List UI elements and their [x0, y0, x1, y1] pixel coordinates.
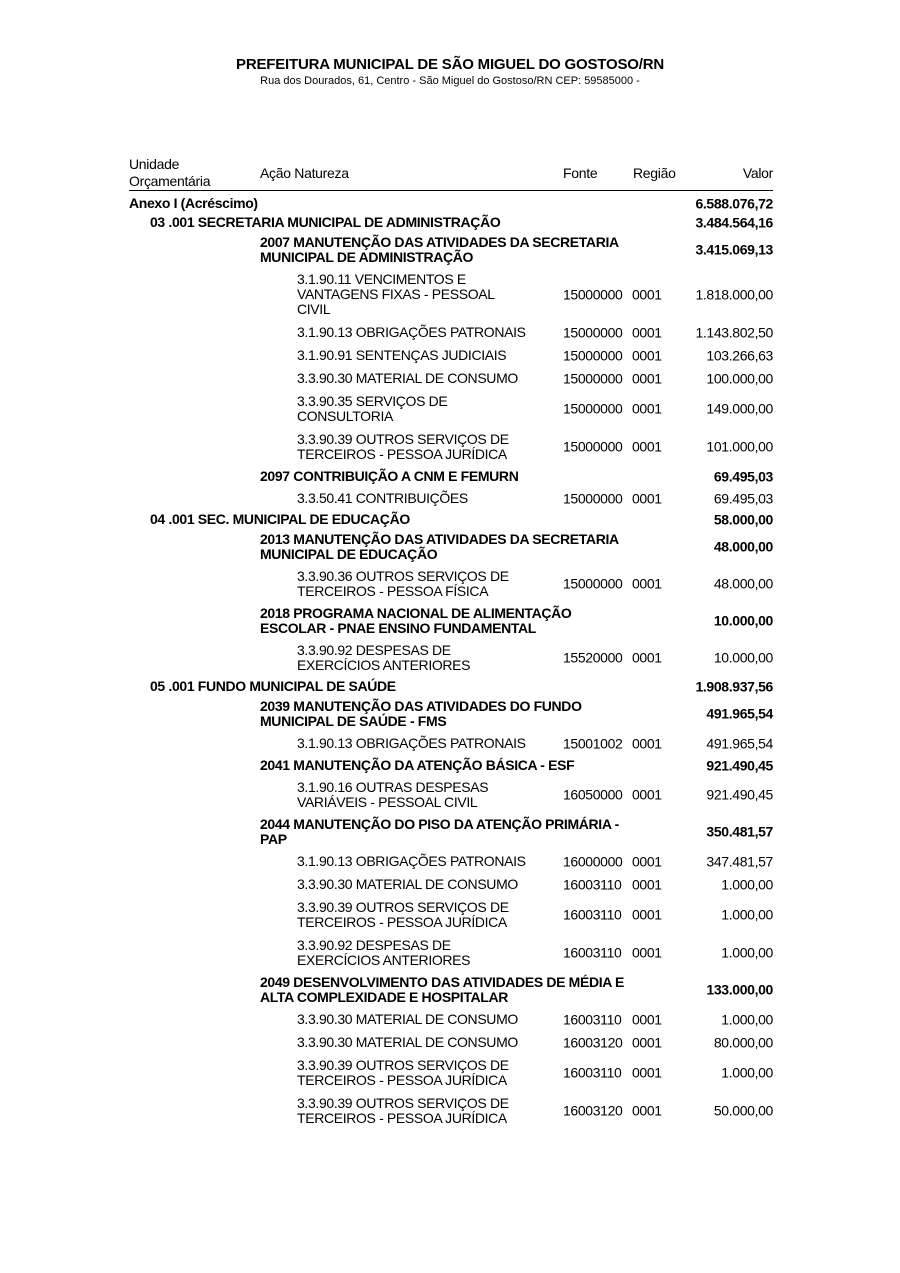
description-line: 3.1.90.11 VENCIMENTOS E — [297, 271, 466, 287]
description-line: 3.1.90.13 OBRIGAÇÕES PATRONAIS — [297, 735, 526, 751]
action-row — [129, 696, 773, 732]
row-regiao: 0001 — [632, 853, 662, 869]
row-regiao: 0001 — [632, 735, 662, 751]
col-fonte: Fonte — [563, 165, 598, 181]
row-valor: 58.000,00 — [713, 511, 773, 527]
description-line: 3.3.90.92 DESPESAS DE — [297, 937, 451, 953]
description-line: TERCEIROS - PESSOA JURÍDICA — [297, 914, 507, 930]
action-row — [129, 972, 773, 1008]
col-unidade-line2: Orçamentária — [129, 173, 211, 189]
description-line: 3.3.90.39 OUTROS SERVIÇOS DE — [297, 1057, 509, 1073]
row-valor: 48.000,00 — [713, 538, 773, 555]
row-description — [297, 1012, 518, 1027]
description-line: 3.1.90.16 OUTRAS DESPESAS — [297, 779, 489, 795]
row-description — [150, 679, 396, 694]
description-line: ESCOLAR - PNAE ENSINO FUNDAMENTAL — [260, 620, 536, 636]
col-unidade-line1: Unidade — [129, 156, 180, 172]
nature-row — [129, 776, 773, 814]
unit-row — [129, 510, 773, 529]
row-regiao: 0001 — [632, 1034, 662, 1050]
description-line: CIVIL — [297, 301, 331, 317]
row-regiao: 0001 — [632, 324, 662, 340]
row-description — [297, 325, 526, 340]
row-fonte: 15000000 — [563, 286, 623, 302]
row-fonte: 15000000 — [563, 490, 623, 506]
row-regiao: 0001 — [632, 490, 662, 506]
row-fonte: 15000000 — [563, 324, 623, 340]
description-line: 2018 PROGRAMA NACIONAL DE ALIMENTAÇÃO — [260, 605, 572, 621]
description-line: 3.3.90.39 OUTROS SERVIÇOS DE — [297, 431, 509, 447]
nature-row — [129, 321, 773, 344]
row-valor: 3.415.069,13 — [695, 241, 773, 258]
row-fonte: 16003110 — [563, 906, 622, 923]
description-line: EXERCÍCIOS ANTERIORES — [297, 952, 471, 968]
nature-row — [129, 639, 773, 677]
row-description — [297, 1035, 518, 1050]
description-line: 3.3.90.36 OUTROS SERVIÇOS DE — [297, 568, 509, 584]
row-regiao: 0001 — [632, 1064, 662, 1081]
description-line: TERCEIROS - PESSOA JURÍDICA — [297, 1110, 507, 1126]
row-fonte: 15000000 — [563, 575, 623, 592]
row-valor: 101.000,00 — [706, 438, 773, 455]
row-valor: 50.000,00 — [713, 1102, 773, 1119]
description-line: 3.3.90.30 MATERIAL DE CONSUMO — [297, 370, 518, 386]
row-valor: 103.266,63 — [706, 347, 773, 363]
row-description — [150, 215, 500, 230]
row-fonte: 16003110 — [563, 876, 622, 892]
row-description — [297, 780, 488, 810]
description-line: 3.3.90.39 OUTROS SERVIÇOS DE — [297, 899, 509, 915]
row-valor: 149.000,00 — [706, 400, 773, 417]
row-valor: 491.965,54 — [706, 735, 773, 751]
row-valor: 921.490,45 — [706, 786, 773, 803]
nature-row — [129, 344, 773, 367]
description-line: 2049 DESENVOLVIMENTO DAS ATIVIDADES DE MÉDIA E — [260, 974, 625, 990]
row-description — [297, 1058, 509, 1088]
row-valor: 1.908.937,56 — [695, 678, 773, 694]
row-valor: 10.000,00 — [713, 612, 773, 629]
row-regiao: 0001 — [632, 347, 662, 363]
nature-row — [129, 850, 773, 873]
unit-row — [129, 677, 773, 696]
row-valor: 921.490,45 — [706, 757, 773, 773]
row-description — [260, 606, 571, 636]
table-header — [129, 156, 773, 191]
document-title: PREFEITURA MUNICIPAL DE SÃO MIGUEL DO GOSTOSO/RN — [236, 56, 664, 73]
row-description — [297, 877, 518, 892]
nature-row — [129, 1008, 773, 1031]
row-regiao: 0001 — [632, 575, 662, 592]
row-description — [260, 975, 624, 1005]
action-row — [129, 232, 773, 268]
description-line: 05 .001 FUNDO MUNICIPAL DE SAÚDE — [150, 678, 396, 694]
row-fonte: 15001002 — [563, 735, 623, 751]
description-line: MUNICIPAL DE EDUCAÇÃO — [260, 546, 438, 562]
description-line: 2039 MANUTENÇÃO DAS ATIVIDADES DO FUNDO — [260, 698, 582, 714]
nature-row — [129, 732, 773, 755]
row-regiao: 0001 — [632, 1011, 662, 1027]
row-valor: 69.495,03 — [713, 490, 773, 506]
description-line: TERCEIROS - PESSOA JURÍDICA — [297, 446, 507, 462]
row-valor: 1.000,00 — [721, 906, 773, 923]
description-line: 3.1.90.13 OBRIGAÇÕES PATRONAIS — [297, 324, 526, 340]
description-line: EXERCÍCIOS ANTERIORES — [297, 657, 471, 673]
col-regiao: Região — [633, 165, 676, 181]
row-valor: 1.000,00 — [721, 944, 773, 961]
nature-row — [129, 367, 773, 390]
row-valor: 133.000,00 — [706, 981, 773, 998]
action-row — [129, 466, 773, 487]
action-row — [129, 603, 773, 639]
nature-row — [129, 390, 773, 428]
nature-row — [129, 873, 773, 896]
row-valor: 1.000,00 — [721, 1064, 773, 1081]
row-description — [297, 569, 509, 599]
action-row — [129, 814, 773, 850]
nature-row — [129, 1092, 773, 1130]
description-line: 2013 MANUTENÇÃO DAS ATIVIDADES DA SECRETARIA — [260, 531, 619, 547]
row-fonte: 16000000 — [563, 853, 623, 869]
row-description — [260, 469, 518, 484]
row-description — [260, 532, 619, 562]
row-description — [297, 371, 518, 386]
annex-row — [129, 194, 773, 213]
row-regiao: 0001 — [632, 400, 662, 417]
row-fonte: 16003110 — [563, 1064, 622, 1081]
description-line: VARIÁVEIS - PESSOAL CIVIL — [297, 794, 478, 810]
row-fonte: 15520000 — [563, 649, 623, 666]
col-acao-natureza: Ação Natureza — [260, 165, 349, 181]
budget-table — [129, 194, 773, 1130]
row-valor: 69.495,03 — [713, 468, 773, 484]
row-valor: 6.588.076,72 — [695, 195, 773, 211]
description-line: TERCEIROS - PESSOA JURÍDICA — [297, 1072, 507, 1088]
row-fonte: 15000000 — [563, 347, 623, 363]
row-regiao: 0001 — [632, 876, 662, 892]
description-line: TERCEIROS - PESSOA FÍSICA — [297, 583, 489, 599]
description-line: 3.3.90.39 OUTROS SERVIÇOS DE — [297, 1095, 509, 1111]
action-row — [129, 755, 773, 776]
row-description — [260, 699, 582, 729]
description-line: MUNICIPAL DE ADMINISTRAÇÃO — [260, 249, 474, 265]
row-fonte: 16003110 — [563, 944, 622, 961]
row-description — [297, 272, 495, 317]
description-line: 3.3.90.30 MATERIAL DE CONSUMO — [297, 876, 518, 892]
description-line: 3.3.90.92 DESPESAS DE — [297, 642, 451, 658]
row-fonte: 15000000 — [563, 370, 623, 386]
description-line: 2097 CONTRIBUIÇÃO A CNM E FEMURN — [260, 468, 519, 484]
unit-row — [129, 213, 773, 232]
row-valor: 491.965,54 — [706, 705, 773, 722]
description-line: ALTA COMPLEXIDADE E HOSPITALAR — [260, 989, 508, 1005]
row-regiao: 0001 — [632, 370, 662, 386]
document-address: Rua dos Dourados, 61, Centro - São Miguel do Gostoso/RN CEP: 59585000 - — [260, 75, 640, 87]
description-line: MUNICIPAL DE SAÚDE - FMS — [260, 713, 447, 729]
nature-row — [129, 565, 773, 603]
row-description — [260, 817, 619, 847]
description-line: 2044 MANUTENÇÃO DO PISO DA ATENÇÃO PRIMÁRIA - — [260, 816, 619, 832]
row-fonte: 15000000 — [563, 400, 623, 417]
row-description — [297, 900, 509, 930]
row-regiao: 0001 — [632, 286, 662, 302]
description-line: PAP — [260, 831, 287, 847]
nature-row — [129, 428, 773, 466]
row-regiao: 0001 — [632, 1102, 662, 1119]
row-fonte: 15000000 — [563, 438, 623, 455]
description-line: CONSULTORIA — [297, 408, 393, 424]
description-line: 03 .001 SECRETARIA MUNICIPAL DE ADMINISTRAÇÃO — [150, 214, 501, 230]
row-valor: 100.000,00 — [706, 370, 773, 386]
nature-row — [129, 487, 773, 510]
row-regiao: 0001 — [632, 438, 662, 455]
nature-row — [129, 1031, 773, 1054]
description-line: 3.1.90.13 OBRIGAÇÕES PATRONAIS — [297, 853, 526, 869]
row-valor: 1.818.000,00 — [695, 286, 773, 302]
row-description — [297, 854, 526, 869]
row-description — [260, 758, 574, 773]
row-description — [297, 491, 468, 506]
row-valor: 48.000,00 — [713, 575, 773, 592]
row-fonte: 16003120 — [563, 1102, 623, 1119]
description-line: 3.3.90.30 MATERIAL DE CONSUMO — [297, 1011, 518, 1027]
nature-row — [129, 934, 773, 972]
description-line: 3.3.90.35 SERVIÇOS DE — [297, 393, 448, 409]
row-regiao: 0001 — [632, 649, 662, 666]
row-description — [260, 235, 619, 265]
row-description — [297, 394, 447, 424]
row-description — [129, 196, 258, 211]
description-line: 3.3.90.30 MATERIAL DE CONSUMO — [297, 1034, 518, 1050]
row-valor: 347.481,57 — [706, 853, 773, 869]
row-description — [297, 348, 506, 363]
description-line: 3.1.90.91 SENTENÇAS JUDICIAIS — [297, 347, 507, 363]
row-valor: 350.481,57 — [706, 823, 773, 840]
row-regiao: 0001 — [632, 944, 662, 961]
row-description — [297, 432, 509, 462]
description-line: VANTAGENS FIXAS - PESSOAL — [297, 286, 495, 302]
row-valor: 1.143.802,50 — [695, 324, 773, 340]
nature-row — [129, 268, 773, 321]
row-valor: 80.000,00 — [713, 1034, 773, 1050]
row-description — [297, 643, 470, 673]
description-line: 04 .001 SEC. MUNICIPAL DE EDUCAÇÃO — [150, 511, 410, 527]
row-regiao: 0001 — [632, 906, 662, 923]
row-fonte: 16003120 — [563, 1034, 623, 1050]
row-description — [150, 512, 410, 527]
row-description — [297, 736, 526, 751]
description-line: 3.3.50.41 CONTRIBUIÇÕES — [297, 490, 468, 506]
row-valor: 1.000,00 — [721, 1011, 773, 1027]
row-regiao: 0001 — [632, 786, 662, 803]
nature-row — [129, 896, 773, 934]
col-valor: Valor — [742, 165, 773, 181]
row-valor: 1.000,00 — [721, 876, 773, 892]
row-description — [297, 938, 470, 968]
description-line: 2007 MANUTENÇÃO DAS ATIVIDADES DA SECRETARIA — [260, 234, 619, 250]
row-valor: 10.000,00 — [713, 649, 773, 666]
row-valor: 3.484.564,16 — [695, 214, 773, 230]
nature-row — [129, 1054, 773, 1092]
description-line: 2041 MANUTENÇÃO DA ATENÇÃO BÁSICA - ESF — [260, 757, 575, 773]
row-fonte: 16003110 — [563, 1011, 622, 1027]
row-fonte: 16050000 — [563, 786, 623, 803]
action-row — [129, 529, 773, 565]
description-line: Anexo I (Acréscimo) — [129, 195, 258, 211]
row-description — [297, 1096, 509, 1126]
